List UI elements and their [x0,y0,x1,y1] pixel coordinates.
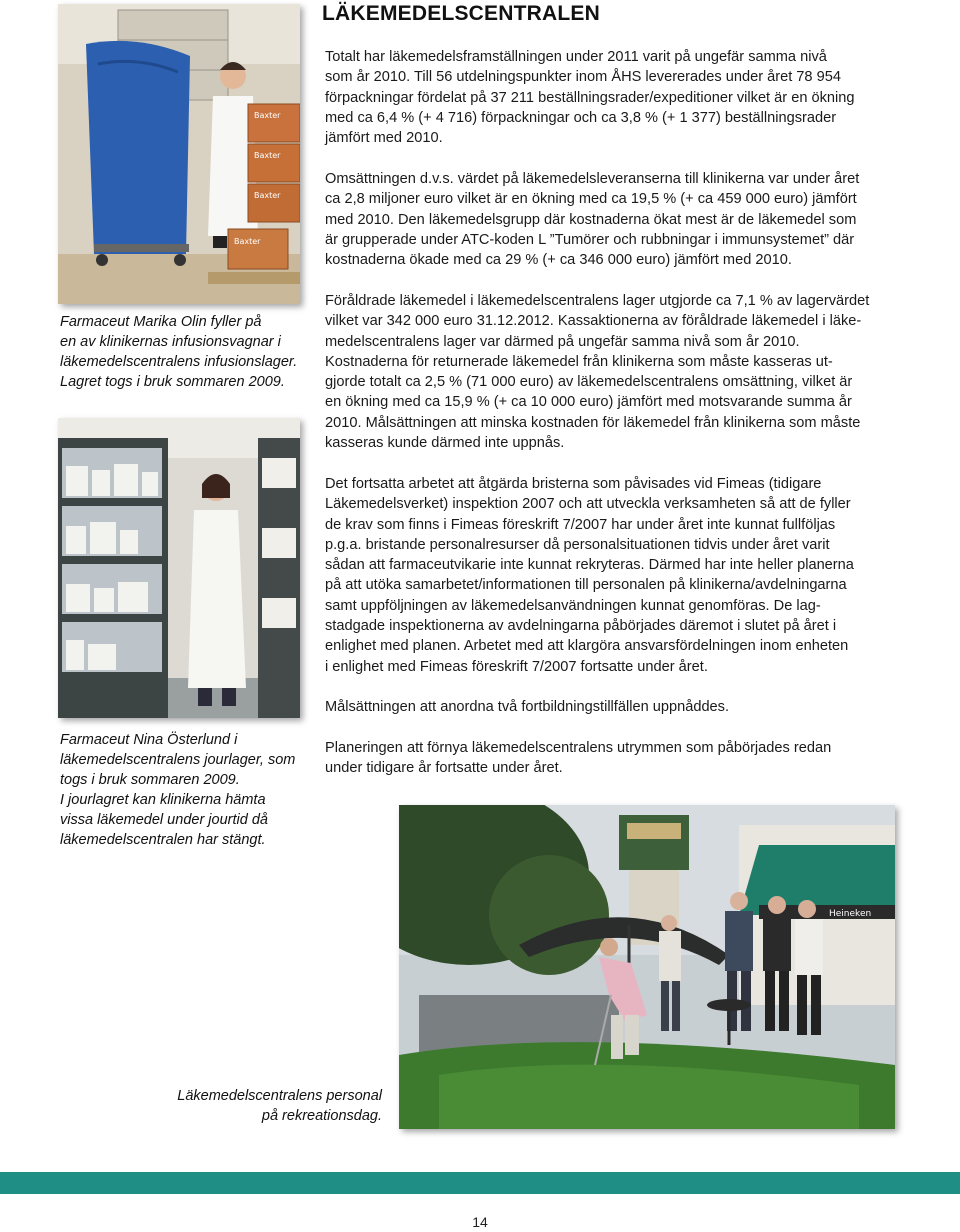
box-label: Baxter [254,191,281,200]
paragraph-1: Totalt har läkemedelsframställningen under 2011 varit på ungefär samma nivå som år 2010. Till 56 utdelningspunkter inom ÅHS levererades under året 78 954 förpackningar fördelat på 37 211 beställningsrader/expeditioner vilket är en ökning med ca 6,4 % (+ 4 716) förpackningar och ca 3,8 % (+ 1 377) beställningsrader jämfört med 2010. [325,49,855,147]
paragraph-6: Planeringen att förnya läkemedelscentralens utrymmen som påbörjades redan under tidigare år fortsatte under året. [325,740,832,777]
caption-photo-3: Läkemedelscentralens personal på rekreationsdag. [177,1088,382,1124]
box-label: Baxter [254,111,281,120]
paragraph-3: Föråldrade läkemedel i läkemedelscentralens lager utgjorde ca 7,1 % av lagervärdet vilket var 342 000 euro 31.12.2012. Kassaktionerna av föråldrade läkemedel i läke- medelscentralens lager var därmed på ungefär samma nivå som år 2010. Kostnaderna för returnerade läkemedel från klinikerna som måste kasseras ut- gjorde totalt ca 2,5 % (71 000 euro) av läkemedelscentralens omsättning, vilket är en ökning med ca 15,9 % (+ ca 10 000 euro) jämfört med motsvarande summa år 2010. Målsättningen att minska kostnaden för läkemedel från klinikerna som måste kasseras kunde därmed inte uppnås. [325,293,870,452]
paragraph-5: Målsättningen att anordna två fortbildningstillfällen uppnåddes. [325,699,730,715]
photo-on-call-storage [58,418,300,718]
awning-sign: Heineken [829,909,872,919]
page-number: 14 [472,1214,488,1230]
photo-recreation-day [399,805,895,1129]
footer-bar [0,1172,960,1194]
photo-infusion-storage [58,4,300,304]
caption-photo-1: Farmaceut Marika Olin fyller på en av klinikernas infusionsvagnar i läkemedelscentralens infusionslager. Lagret togs i bruk sommaren 2009. [60,314,298,390]
box-label: Baxter [254,151,281,160]
paragraph-4: Det fortsatta arbetet att åtgärda bristerna som påvisades vid Fimeas (tidigare Läkemedelsverket) inspektion 2007 och att utveckla verksamheten så att de fyller de krav som finns i Fimeas föreskrift 7/2007 har under året inte kunnat fullföljas p.g.a. bristande personalresurser då personalsituationen tidvis under året varit sådan att farmaceutvikarie inte kunnat rekryteras. Därmed har inte heller planerna på att utöka samarbetet/informationen till personalen på klinikerna/avdelningarna samt uppföljningen av läkemedelsanvändningen kunnat genomföras. De lag- stadgade inspektionerna av avdelningarna påbörjades däremot i slutet på året i enlighet med planen. Arbetet med att klargöra ansvarsfördelningen inom enheten i enlighet med Fimeas föreskrift 7/2007 fortsatte under året. [325,476,854,675]
box-label: Baxter [234,237,261,246]
caption-photo-2: Farmaceut Nina Österlund i läkemedelscentralens jourlager, som togs i bruk sommaren 2009. I jourlagret kan klinikerna hämta vissa läkemedel under jourtid då läkemedelscentralen har stängt. [60,732,296,848]
paragraph-2: Omsättningen d.v.s. värdet på läkemedelsleveranserna till klinikerna var under året ca 2,8 miljoner euro vilket är en ökning med ca 19,5 % (+ ca 459 000 euro) jämfört med 2010. Den läkemedelsgrupp där kostnaderna ökat mest är de läkemedel som är grupperade under ATC-koden L ”Tumörer och rubbningar i immunsystemet” där kostnaderna ökade med ca 29 % (+ ca 346 000 euro) jämfört med 2010. [325,171,860,269]
page-title: LÄKEMEDELSCENTRALEN [322,2,600,25]
